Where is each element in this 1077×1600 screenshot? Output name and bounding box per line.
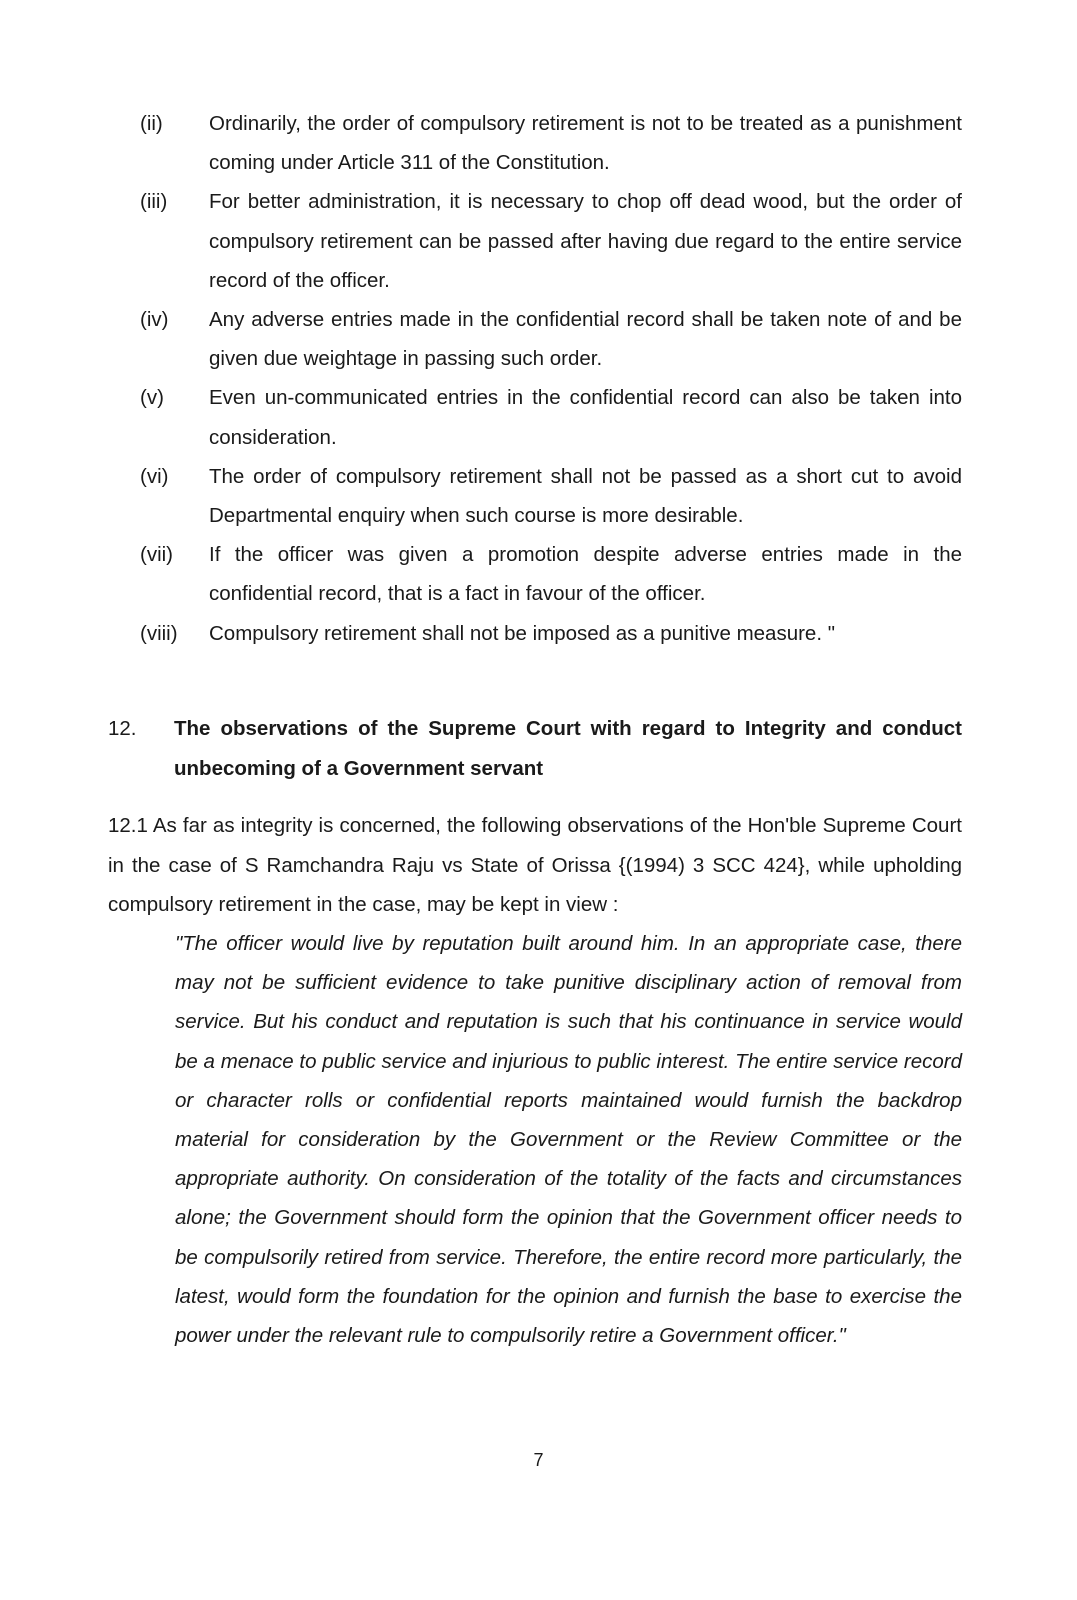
list-item [140,378,962,456]
item-text: If the officer was given a promotion despite adverse entries made in the confidential record, that is a fact in favour of the officer. [209,543,962,606]
item-label: (ii) [140,112,163,135]
item-text: Even un-communicated entries in the confidential record can also be taken into consideration. [209,386,962,449]
item-text: The order of compulsory retirement shall not be passed as a short cut to avoid Departmental enquiry when such course is more desirable. [209,464,962,528]
item-text: For better administration, it is necessary to chop off dead wood, but the order of compulsory retirement can be passed after having due regard to the entire service record of the officer. [209,190,962,292]
item-label: (viii) [140,621,178,645]
item-label: (vii) [140,543,174,567]
list-item [140,300,962,378]
section-heading [108,709,962,789]
list-item [140,457,962,535]
item-label: (iii) [140,190,168,214]
list-item [140,614,962,653]
paragraph-12-1: 12.1 As far as integrity is concerned, the following observations of the Hon'ble Supreme Court in the case of S Ramchandra Raju vs State of Orissa {(1994) 3 SCC 424}, while upholding compulsory retirement in the case, may be kept in view : [108,814,962,916]
list-item [140,104,962,182]
guidelines-list [140,104,962,653]
item-label: (iv) [140,308,169,332]
item-label: (vi) [140,464,169,488]
list-item [140,535,962,613]
section-number: 12. [108,717,137,740]
section-title: The observations of the Supreme Court with regard to Integrity and conduct unbecoming of a Government servant [174,717,962,780]
item-label: (v) [140,386,164,410]
list-item [140,182,962,300]
page-number: 7 [533,1450,544,1470]
court-quote: "The officer would live by reputation built around him. In an appropriate case, there may not be sufficient evidence to take punitive disciplinary action of removal from service. But his conduct and reputation is such that his continuance in service would be a menace to public service and injurious to public interest. The entire service record or character rolls or confidential reports maintained would furnish the backdrop material for consideration by the Government or the Review Committee or the appropriate authority. On consideration of the totality of the facts and circumstances alone; the Government should form the opinion that the Government officer needs to be compulsorily retired from service. Therefore, the entire record more particularly, the latest, would form the foundation for the opinion and furnish the base to exercise the power under the relevant rule to compulsorily retire a Government officer." [175,932,962,1348]
item-text: Compulsory retirement shall not be imposed as a punitive measure. " [209,621,835,645]
item-text: Ordinarily, the order of compulsory retirement is not to be treated as a punishment coming under Article 311 of the Constitution. [209,112,962,175]
item-text: Any adverse entries made in the confidential record shall be taken note of and be given due weightage in passing such order. [209,308,962,371]
